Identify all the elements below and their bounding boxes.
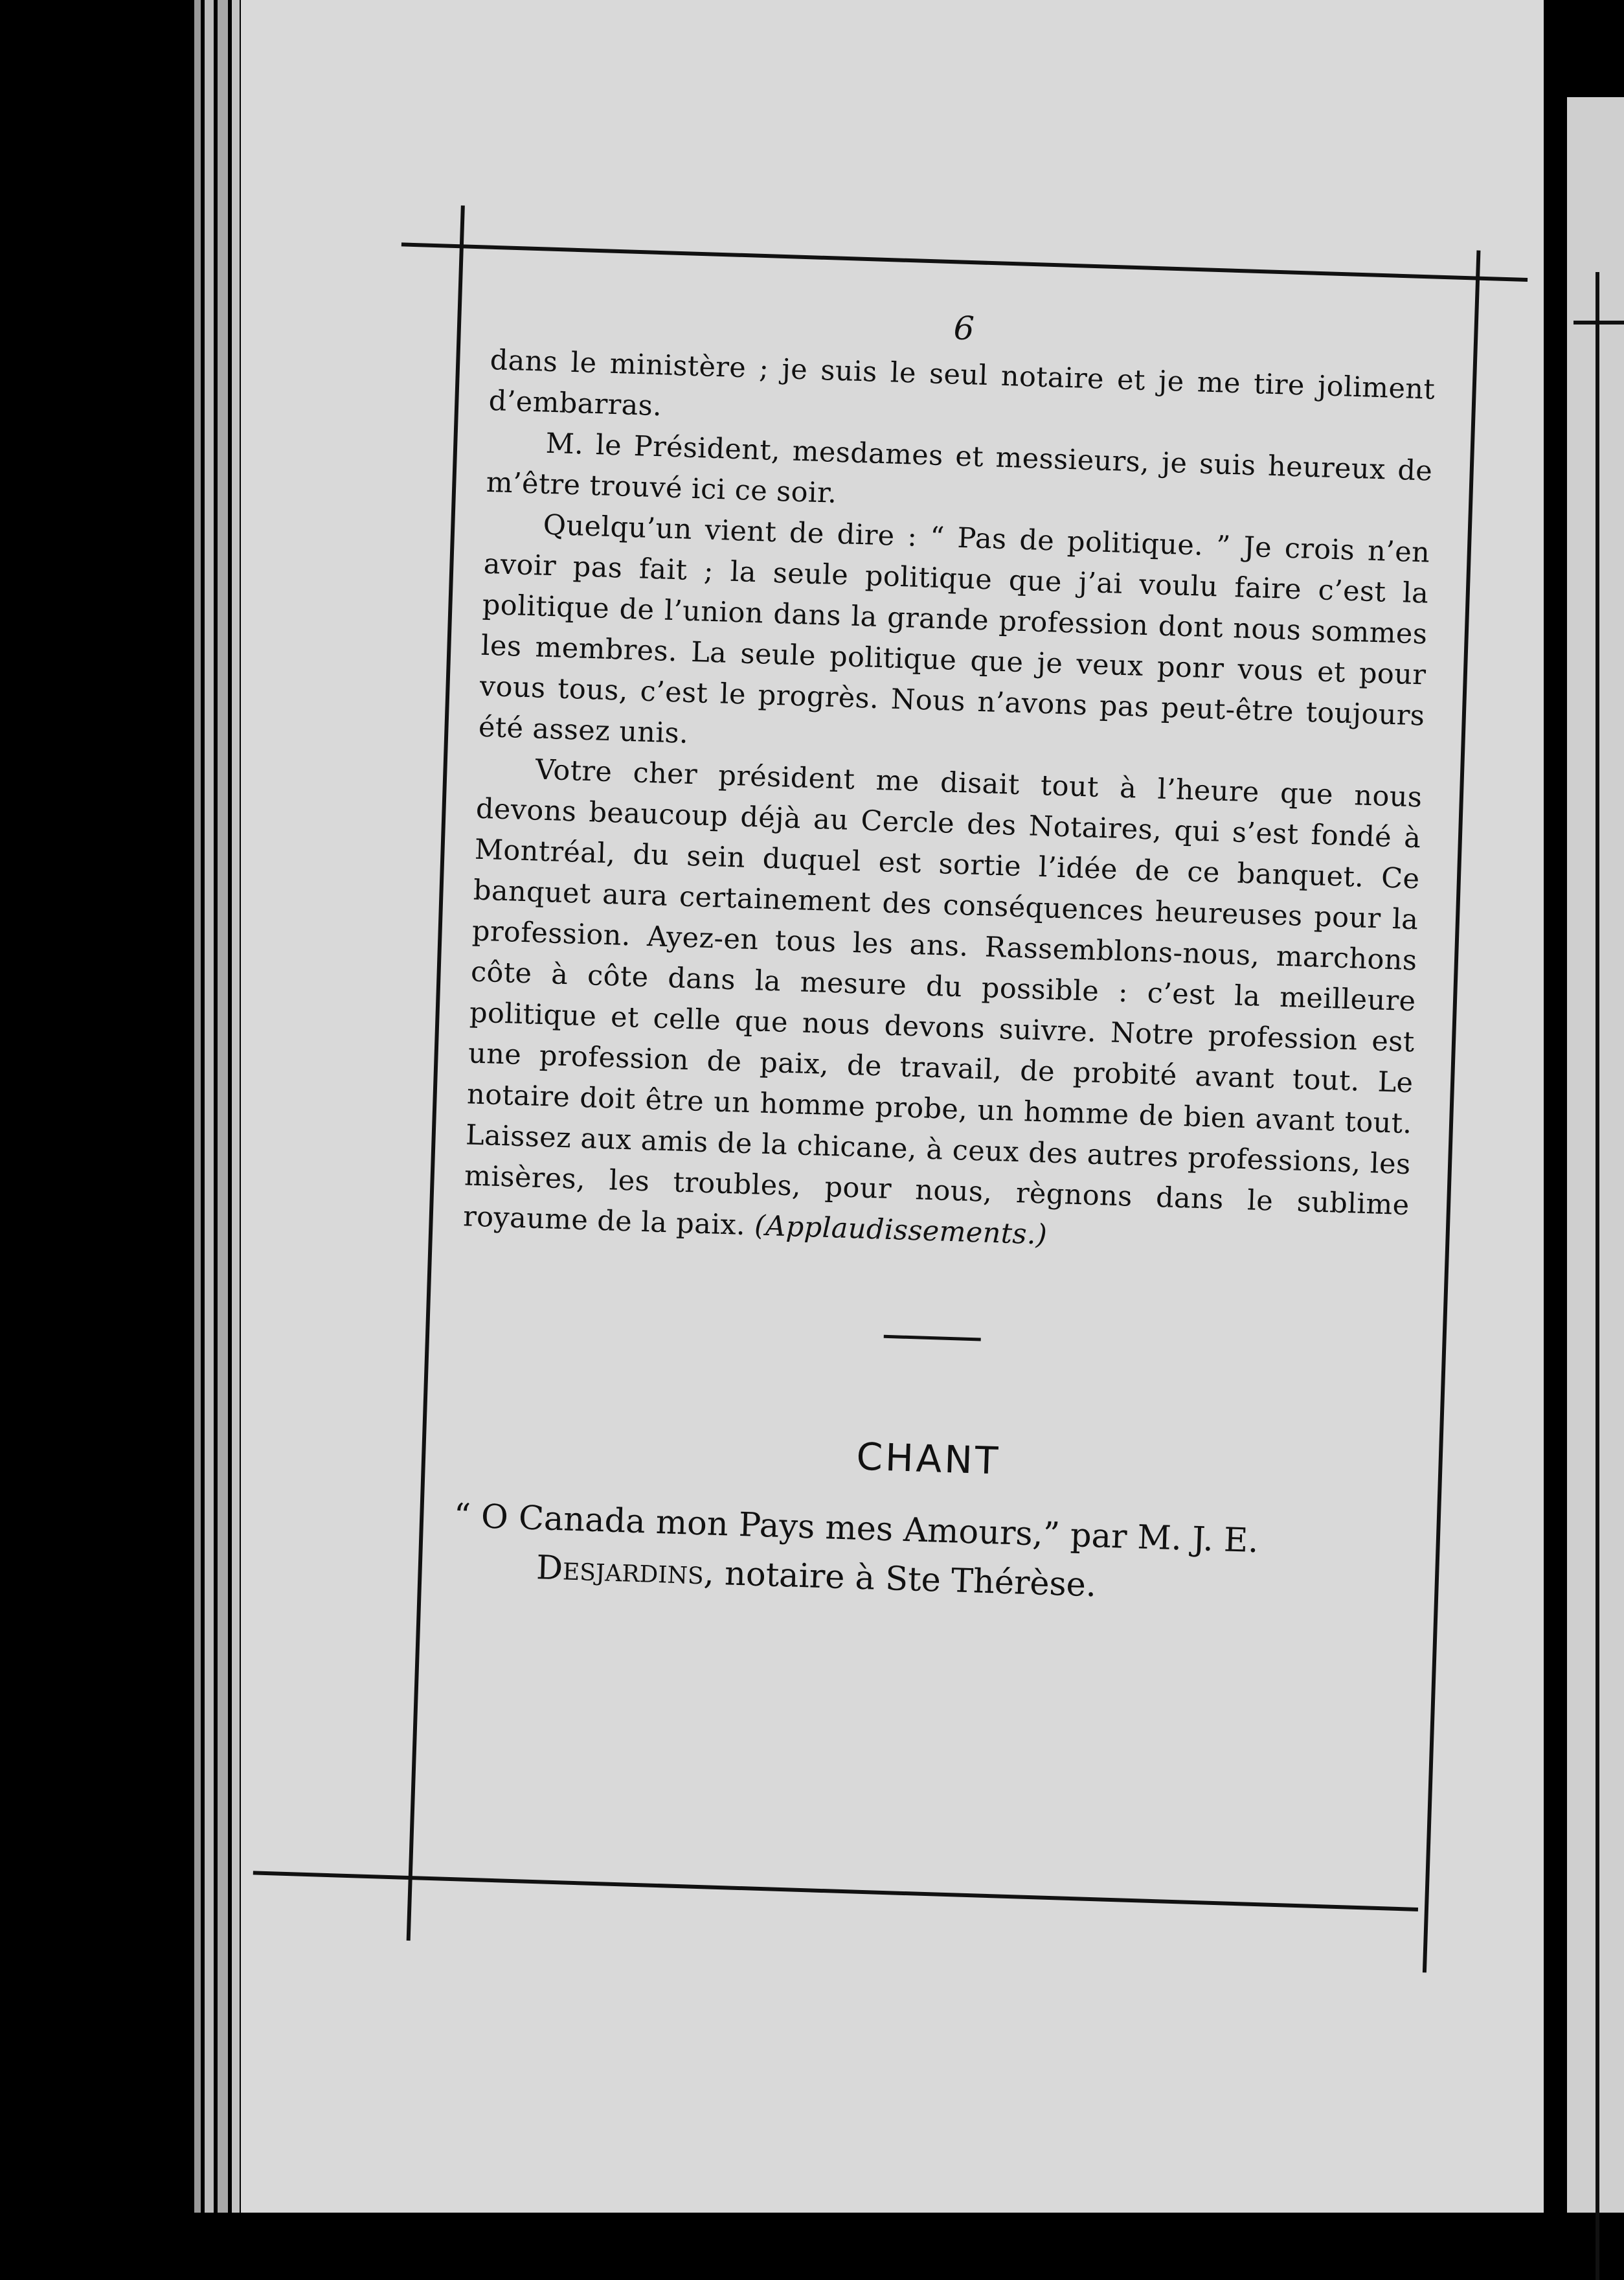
performer-detail: , notaire à Ste Thérèse. [703, 1554, 1097, 1605]
applause-note: (Applaudissements.) [754, 1209, 1048, 1251]
adjacent-page [1567, 97, 1624, 2213]
page-stack-edge [218, 0, 228, 2213]
chant-heading: CHANT [855, 1434, 1002, 1483]
paragraph: dans le ministère ; je suis le seul notaire et je me tire joliment d’embarras. [488, 343, 1436, 423]
page-stack-edge [232, 0, 240, 2213]
page-stack-edge [194, 0, 201, 2213]
section-divider [884, 1335, 981, 1341]
paragraph: M. le Président, mesdames et messieurs, je suis heureux de m’être trouvé ici ce soir. [486, 427, 1433, 510]
paragraph: Quelqu’un vient de dire : “ Pas de politique. ” Je crois n’en avoir pas fait ; la seule politique que j’ai voulu faire c’est la politique de l’union dans la grande profession dont nous sommes les membres. La seule politique que je veux ponr vous et pour vous tous, c’est le progrès. Nous n’avons pas peut-être toujours été assez unis. [478, 508, 1430, 750]
performer-name: Desjardins [536, 1549, 705, 1593]
song-line: “ O Canada mon Pays mes Amours,” par M. J. E. [453, 1497, 1259, 1561]
page-stack-edge [205, 0, 214, 2213]
paragraph-text: Votre cher président me disait tout à l’heure que nous devons beaucoup déjà au Cercle des Notaires, qui s’est fondé à Montréal, du sein duquel est sortie l’idée de ce banquet. Ce banquet aura certainement des conséquences heureuses pour la profession. Ayez-en tous les ans. Rassemblons-nous, marchons côte à côte dans la mesure du possible : c’est la meilleure politique et celle que nous devons suivre. Notre profession est une profession de paix, de travail, de probité avant tout. Le notaire doit être un homme probe, un homme de bien avant tout. Laissez aux amis de la chicane, à ceux des autres professions, les misères, les troubles, pour nous, règnons dans le sublime royaume de la paix. [462, 753, 1423, 1242]
frame-bottom-rule [253, 1871, 1418, 1911]
frame-left-rule [407, 205, 465, 1941]
adjacent-page-rule [1596, 272, 1599, 2280]
page-content [451, 295, 1437, 1620]
page-number: 6 [953, 309, 975, 348]
paragraph [462, 748, 1423, 1267]
